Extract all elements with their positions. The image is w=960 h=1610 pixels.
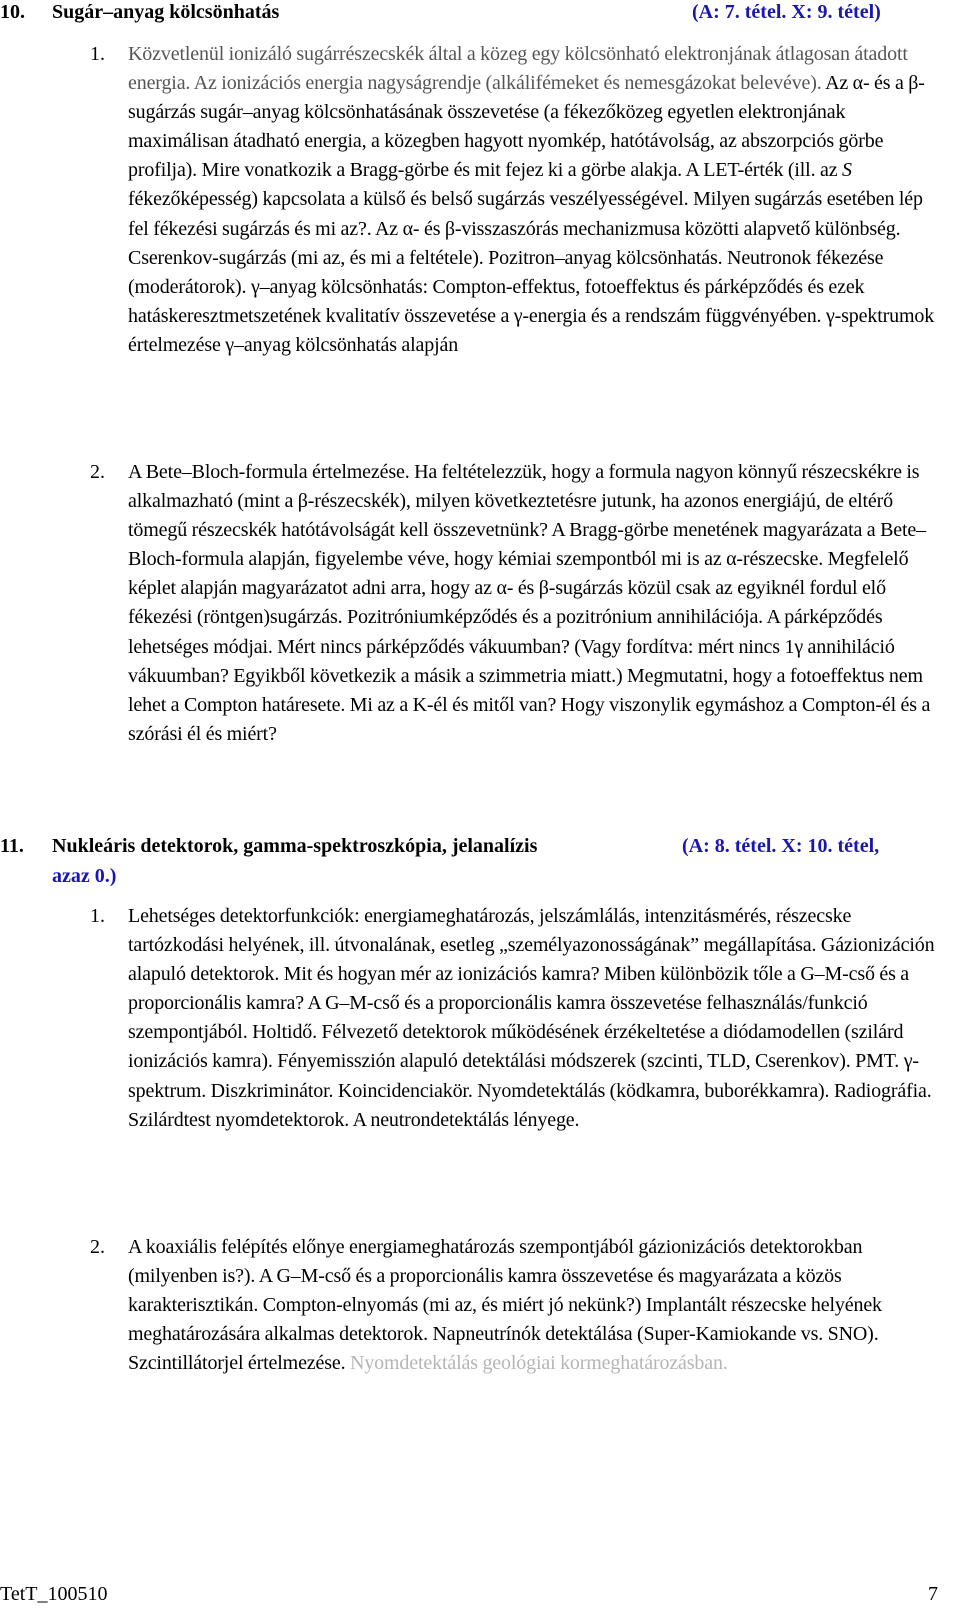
list-item-number: 2. [90, 461, 105, 483]
section-reference-continued: azaz 0.) [52, 865, 117, 887]
list-item-text: A Bete–Bloch-formula értelmezése. Ha feltételezzük, hogy a formula nagyon könnyű részecskékre is alkalmazható (mint a β-részecskék), milyen következtetésre jutunk, ha azonos energiájú, de eltérő tömegű részecskék hatótávolságát kell összevetnünk? A Bragg-görbe menetének magyarázata a Bete–Bloch-formula alapján, figyelembe véve, hogy kémiai szempontból mi is az α-részecske. Megfelelő képlet alapján magyarázatot adni arra, hogy az α- és β-sugárzás közül csak az egyiknél fordul elő fékezési (röntgen)sugárzás. Pozitróniumképződés és a pozitrónium annihilációja. A párképződés lehetséges módjai. Mért nincs párképződés vákuumban? (Vagy fordítva: mért nincs 1γ annihiláció vákuumban? Egyikből következik a másik a szimmetria miatt.) Megmutatni, hogy a fotoeffektus nem lehet a Compton határesete. Mi az a K-él és mitől van? Hogy viszonylik egymáshoz a Compton-él és a szórási él és miért? [128, 461, 931, 745]
text-segment: fékezőképesség) kapcsolata a külső és belső sugárzás veszélyességével. [128, 188, 694, 211]
list-item-number: 1. [90, 43, 105, 65]
italic-symbol: S [841, 159, 852, 182]
section-10-heading [0, 0, 960, 26]
list-item-number: 2. [90, 1236, 105, 1258]
page-number: 7 [928, 1583, 938, 1605]
section-reference: (A: 8. tétel. X: 10. tétel, [682, 835, 880, 857]
section-title: Nukleáris detektorok, gamma-spektroszkópia, jelanalízis [52, 835, 538, 857]
section-title: Sugár–anyag kölcsönhatás [52, 1, 280, 23]
text-segment: Közvetlenül ionizáló sugárrészecskék által a közeg egy kölcsönható elektronjának átlagosan átadott energia. Az ionizációs energia nagyságrendje (alkálifémeket és nemesgázokat belevéve). [128, 43, 908, 95]
list-item-text [128, 1233, 943, 1378]
section-11-heading [0, 832, 960, 892]
section-reference: (A: 7. tétel. X: 9. tétel) [692, 1, 881, 23]
list-item-text [128, 40, 943, 360]
list-item-number: 1. [90, 905, 105, 927]
list-item-text: Lehetséges detektorfunkciók: energiameghatározás, jelszámlálás, intenzitásmérés, részecske tartózkodási helyének, ill. útvonalának, esetleg „személyazonosságának” megállapítása. Gázionizáción alapuló detektorok. Mit és hogyan mér az ionizációs kamra? Miben különbözik tőle a G–M-cső és a proporcionális kamra? A G–M-cső és a proporcionális kamra összevetése felhasználás/funkció szempontjából. Holtidő. Félvezető detektorok működésének érzékeltetése a diódamodellen (szilárd ionizációs kamra). Fényemisszión alapuló detektálási módszerek (szcinti, TLD, Cserenkov). PMT. γ-spektrum. Diszkriminátor. Koincidenciakör. Nyomdetektálás (ködkamra, buborékkamra). Radiográfia. Szilárdtest nyomdetektorok. A neutrondetektálás lényege. [128, 905, 935, 1131]
section-number: 10. [0, 1, 25, 23]
text-segment: Mire vonatkozik a Bragg-görbe és mit fejez ki a görbe alakja. A LET-érték (ill. az [201, 159, 842, 182]
footer-document-id: TetT_100510 [0, 1583, 108, 1605]
text-segment: Milyen sugárzás esetében lép fel fékezési sugárzás és mi az?. Az α- és β-visszaszórás mechanizmusa közötti alapvető különbség. Cserenkov-sugárzás (mi az, és mi a feltétele). Pozitron–anyag kölcsönhatás. Neutronok fékezése (moderátorok). γ–anyag kölcsönhatás: Compton-effektus, fotoeffektus és párképződés és ezek hatáskeresztmetszetének kvalitatív összevetése a γ-energia és a rendszám függvényében. γ-spektrumok értelmezése γ–anyag kölcsönhatás alapján [128, 188, 935, 356]
text-segment: A koaxiális felépítés előnye energiameghatározás szempontjából gázionizációs detektorokban (milyenben is?). A G–M-cső és a proporcionális kamra összevetése és magyarázata a közös karakterisztikán. Compton-elnyomás (mi az, és miért jó nekünk?) Implantált részecske helyének meghatározására alkalmas detektorok. Napneutrínók detektálása (Super-Kamiokande vs. SNO). Szcintillátorjel értelmezése. [128, 1236, 882, 1375]
text-segment: Az α- és a β-sugárzás sugár–anyag kölcsönhatásának összevetése (a fékezőközeg egyetlen elektronjának maximálisan átadható energia, a közegben hagyott nyomkép, hatótávolság, az abszorpciós görbe profilja). [128, 72, 925, 182]
section-number: 11. [0, 835, 24, 857]
gray-text-segment: Nyomdetektálás geológiai kormeghatározásban. [350, 1352, 728, 1375]
